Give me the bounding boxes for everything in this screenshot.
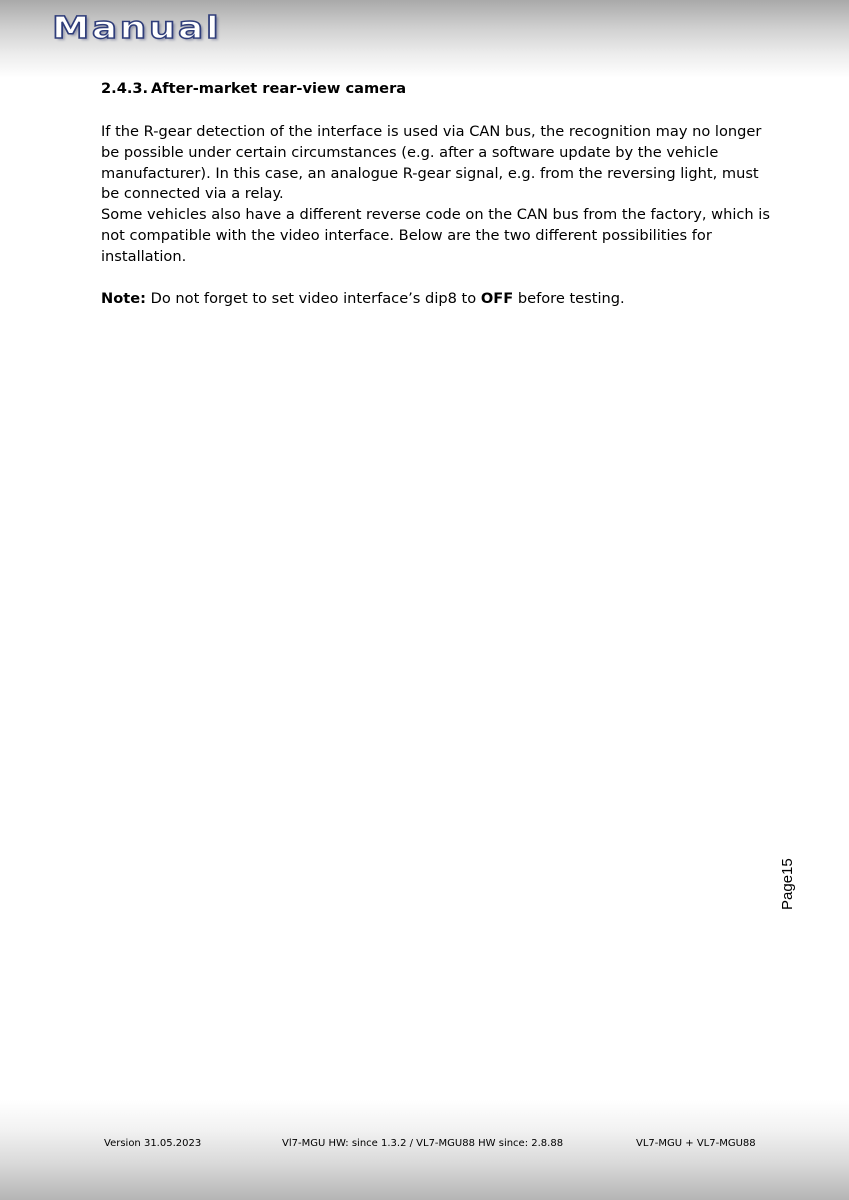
note-off-emphasis: OFF	[480, 289, 514, 307]
paragraph-r-gear-detection: If the R-gear detection of the interface is used via CAN bus, the recognition may no longer be possible under certain circumstances (e.g. after a software update by the vehicle manufacturer). In this case, an analogue R-gear signal, e.g. from the reversing light, must be connected via a relay.	[101, 123, 762, 203]
page-content	[101, 78, 771, 309]
section-number: 2.4.3.	[101, 80, 149, 97]
footer-product: VL7-MGU + VL7-MGU88	[636, 1138, 756, 1149]
footer-version: Version 31.05.2023	[104, 1138, 202, 1149]
note-paragraph	[101, 289, 771, 310]
paragraph-reverse-code: Some vehicles also have a different reverse code on the CAN bus from the factory, which is not compatible with the video interface. Below are the two different possibilities for installation.	[101, 206, 770, 265]
footer-band	[0, 1100, 849, 1200]
section-heading	[101, 79, 771, 99]
manual-logo: Manual	[52, 11, 222, 46]
note-text-before: Do not forget to set video interface’s dip8 to	[145, 289, 481, 307]
section-title: After-market rear-view camera	[151, 80, 407, 97]
footer-hardware: Vl7-MGU HW: since 1.3.2 / VL7-MGU88 HW since: 2.8.88	[282, 1138, 564, 1149]
note-text-after: before testing.	[513, 289, 625, 307]
page-number: Page15	[779, 858, 796, 910]
note-label: Note:	[101, 289, 146, 307]
